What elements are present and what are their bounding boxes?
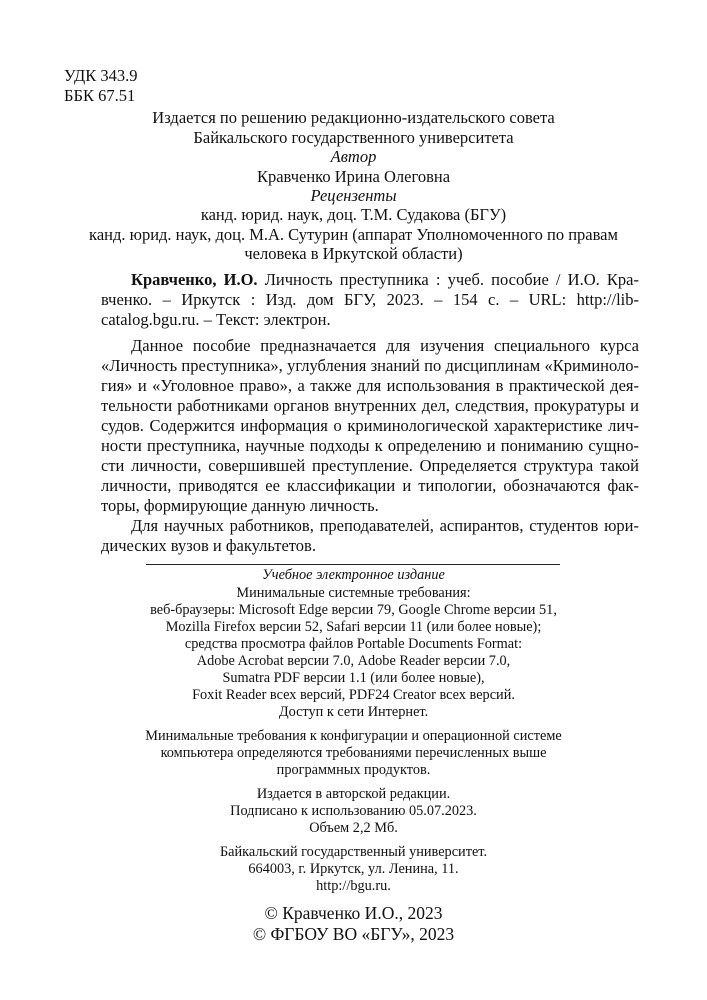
- requirements-line: Доступ к сети Интернет.: [278, 704, 429, 720]
- copyright-line: © ФГБОУ ВО «БГУ», 2023: [252, 924, 455, 944]
- section-divider: [146, 564, 560, 565]
- citation-title: Личность преступника : учеб. пособие / И.О. Кра-: [257, 270, 639, 289]
- publication-info-line: Издается в авторской редакции.: [256, 786, 451, 802]
- bbk-code: ББК 67.51: [64, 86, 136, 105]
- requirements-line: Foxit Reader всех версий, PDF24 Creator всех версий.: [192, 687, 515, 703]
- publisher-note-line: Издается по решению редакционно-издательского совета: [152, 108, 555, 127]
- reviewer-line: канд. юрид. наук, доц. М.А. Сутурин (аппарат Уполномоченного по правам: [89, 225, 618, 244]
- author-heading: Автор: [330, 147, 377, 166]
- audience-line: Для научных работников, преподавателей, аспирантов, студентов юри-: [131, 516, 639, 535]
- abstract-line: тельности работниками органов внутренних дел, следствия, прокуратуры и: [101, 396, 639, 415]
- university-address-line: Байкальский государственный университет.: [219, 844, 488, 860]
- config-note-line: компьютера определяются требованиями перечисленных выше: [160, 745, 547, 761]
- citation-line: catalog.bgu.ru. – Текст: электрон.: [101, 310, 331, 329]
- abstract-line: судов. Содержится информация о криминологической характеристике лич-: [101, 416, 639, 435]
- citation-line: вченко. – Иркутск : Изд. дом БГУ, 2023. – 154 с. – URL: http://lib-: [101, 290, 639, 309]
- requirements-line: Mozilla Firefox версии 52, Safari версии 11 (или более новые);: [165, 619, 542, 635]
- reviewer-line: канд. юрид. наук, доц. Т.М. Судакова (БГУ): [200, 205, 507, 224]
- requirements-line: Sumatra PDF версии 1.1 (или более новые),: [222, 670, 485, 686]
- publisher-note-line: Байкальского государственного университета: [193, 128, 514, 147]
- edition-type: Учебное электронное издание: [262, 567, 445, 583]
- reviewer-line: человека в Иркутской области): [244, 244, 463, 263]
- university-address-line: 664003, г. Иркутск, ул. Ленина, 11.: [248, 861, 459, 877]
- abstract-line: «Личность преступника», углубления знаний по дисциплинам «Криминоло-: [101, 356, 639, 375]
- author-name: Кравченко Ирина Олеговна: [256, 167, 451, 186]
- publication-info-line: Подписано к использованию 05.07.2023.: [230, 803, 477, 819]
- requirements-line: Adobe Acrobat версии 7.0, Adobe Reader версии 7.0,: [196, 653, 511, 669]
- abstract-line: личности, приводятся ее классификации и типологии, обозначаются фак-: [101, 476, 639, 495]
- reviewers-heading: Рецензенты: [310, 186, 397, 205]
- citation-line: [131, 270, 639, 290]
- audience-line: дических вузов и факультетов.: [101, 536, 316, 555]
- udk-code: УДК 343.9: [64, 66, 138, 85]
- abstract-line: гия» и «Уголовное право», а также для использования в практической дея-: [101, 376, 639, 395]
- copyright-line: © Кравченко И.О., 2023: [264, 903, 443, 923]
- university-address-line: http://bgu.ru.: [316, 878, 391, 894]
- config-note-line: Минимальные требования к конфигурации и операционной системе: [145, 728, 562, 744]
- config-note-line: программных продуктов.: [276, 762, 431, 778]
- requirements-line: веб-браузеры: Microsoft Edge версии 79, Google Chrome версии 51,: [150, 602, 557, 618]
- abstract-line: Данное пособие предназначается для изучения специального курса: [131, 336, 639, 355]
- publication-info-line: Объем 2,2 Мб.: [309, 820, 398, 836]
- abstract-line: торы, формирующие данную личность.: [101, 496, 379, 515]
- citation-author: Кравченко, И.О.: [131, 270, 258, 289]
- requirements-line: Минимальные системные требования:: [236, 585, 471, 601]
- abstract-line: сти личности, совершившей преступление. Определяется структура такой: [101, 456, 639, 475]
- requirements-line: средства просмотра файлов Portable Documents Format:: [184, 636, 523, 652]
- abstract-line: ности преступника, научные подходы к определению и пониманию сущно-: [101, 436, 639, 455]
